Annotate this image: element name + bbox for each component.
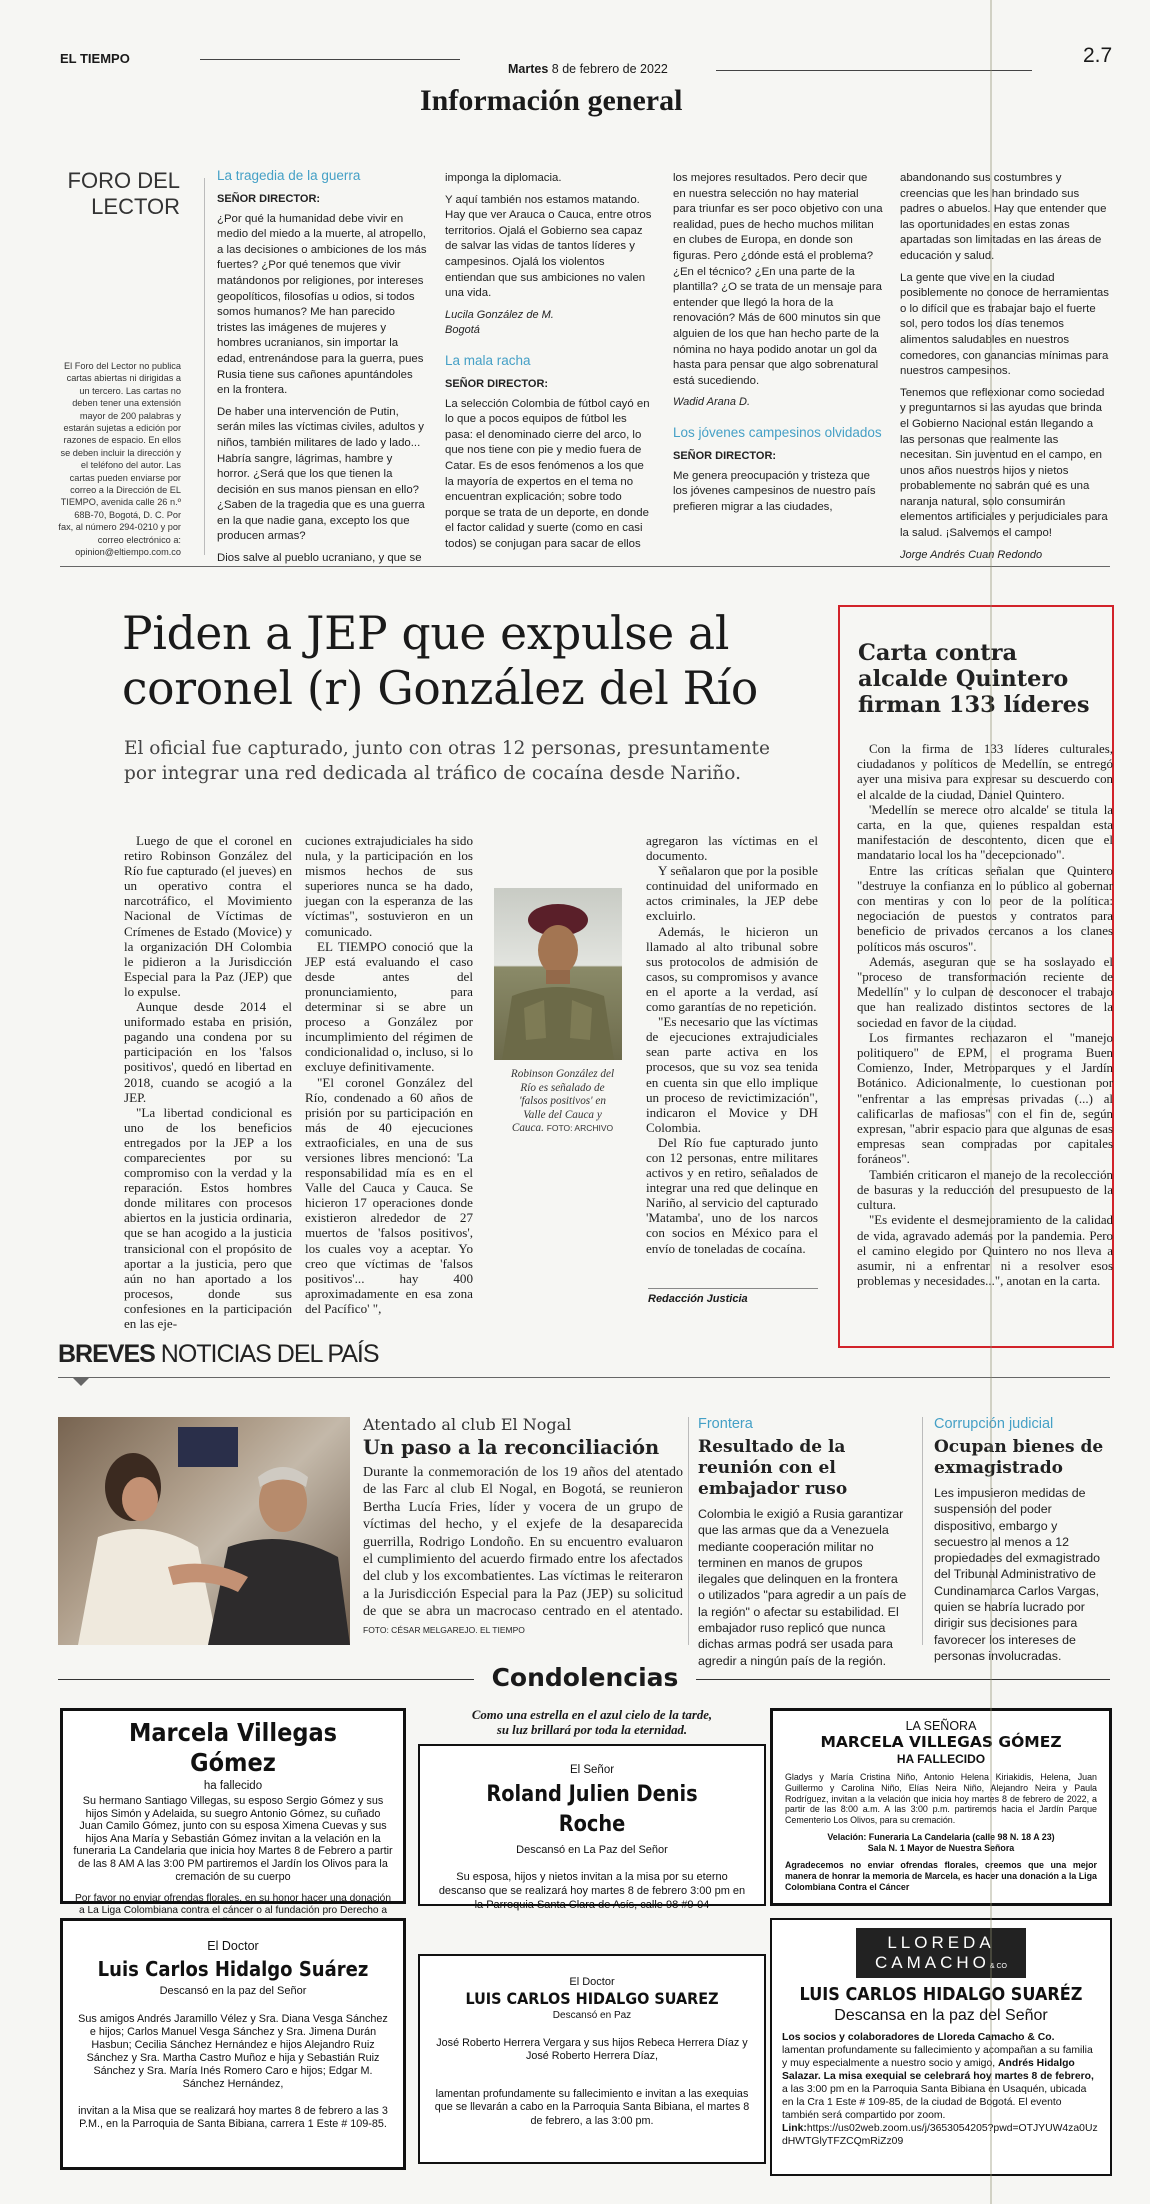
letter-title-racha: La mala racha [445,352,531,368]
jep-col-1: Luego de que el coronel en retiro Robinson González del Río fue capturado (el jueves) en un operativo contra el narcotráfico, el Movimiento Nacional de Víctimas de Crímenes de Estado (Movice) y la organización DH Colombia le pidieron a la Jurisdicción Especial para la Paz (JEP) que lo expulse. Aunque desde 2014 el uniformado estaba en prisión, pagando una condena por su participación en los 'falsos positivos', quedó en libertad en 2018, cuando se acogió a la JEP. "La libertad condicional es uno de los beneficios entregados por la JEP a los comparecientes por su compromiso con la verdad y la reparación. Estos hombres donde militares con procesos abiertos en la justicia ordinaria, que se han acogido a la justicia transicional con el propósito de aportar a la justicia, pero que aún no han aportado a los procesos, donde sus confesiones en la participación en las eje- [124,833,292,1331]
carta-body: Con la firma de 133 líderes culturales, ciudadanos y políticos de Medellín, se entregó ayer una misiva para expresar su descuerdo con el alcalde de la ciudad, Daniel Quintero. 'Medellín se merece otro alcalde' se titula la carta, en la que, quienes respaldan esta manifestación de descontento, dicen que el mandatario local los ha "decepcionado". Entre las críticas señalan que Quintero "destruye la confianza en lo público al gobernar con mentiras y con lo peor de la política: negociación de puestos y contratos para beneficio de privados cercanos a los clanes políticos más oscuros". Además, aseguran que se ha soslayado el "proceso de transformación reciente de Medellín" y lo culpan de desconocer el trabajo que han realizado distintos sectores de la sociedad en favor de la ciudad. Los firmantes rechazaron el "manejo politiquero" de EPM, el programa Buen Comienzo, Inder, Metroparques y el Jardín Botánico. Adicionalmente, lo cuestionan por "enfrentar a las empresas privadas (...) al calificarlas de mafiosas" con el fin de, según expresan, "abrir espacio para que algunas de esas empresas sean compradas por capitales foráneos". También criticaron el manejo de la recolección de basuras y la reducción del presupuesto de la cultura. "Es evidente el desmejoramiento de la calidad de vida, agravado además por la pandemia. Pero el camino elegido por Quintero no nos lleva a asumir, ni a enfrentar ni a resolver esos problemas y necesidades...", anotan en la carta. [857,742,1113,1289]
photo-caption: Robinson González del Río es señalado de 'falsos positivos' en Valle del Cauca y Cauca. FOTO: ARCHIVO [510,1068,615,1135]
zoom-link[interactable]: Link:https://us02web.zoom.us/j/3653054205?pwd=OTJYUW4za0UzdHWTGlyTFZCQmRiZz09 [782,2123,1098,2147]
letter-signature: Jorge Andrés Cuan Redondo [900,548,1043,561]
foro-title: FORO DEL LECTOR [67,168,180,219]
jep-deck: El oficial fue capturado, junto con otras 12 personas, presuntamente por integrar una red dedicada al tráfico de cocaína desde Nariño. [124,738,770,784]
carta-headline: Carta contra alcalde Quintero firman 133 líderes [858,640,1090,718]
breves-divider [922,1417,923,1645]
obituary-box: El Doctor LUIS CARLOS HIDALGO SUAREZ Descansó en Paz José Roberto Herrera Vergara y sus hijos Rebeca Herrera Díaz y José Roberto Herrera Díaz, lamentan profundamente su fallecimiento e invitan a las exequias que se llevarán a cabo en la Parroquia Santa Bibiana, el martes 8 de febrero, a las 3:00 pm. [418,1954,766,2164]
breve-frontera: Frontera Resultado de la reunión con el embajador ruso Colombia le exigió a Rusia garantizar que las armas que da a Venezuela mediante cooperación militar no terminen en manos de grupos ilegales que delinquen en la frontera o utilizados "para agredir a un país de la región" o afectar su estabilidad. El embajador ruso replicó que nunca dichas armas podrá ser usada para agredir a ningún país de la región. [698,1416,907,1668]
obituary-box: LLOREDA CAMACHO& CO LUIS CARLOS HIDALGO SUARÉZ Descansa en la paz del Señor Los socios y colaboradores de Lloreda Camacho & Co. lamentan profundamente su fallecimiento y acompañan a su familia y muy especialmente a nuestro socio y amigo, Andrés Hidalgo Salazar. La misa exequial se celebrará hoy martes 8 de febrero, a las 3:00 pm en la Parroquia Santa Bibiana en Usaquén, ubicada en la Cra 1 Este # 109-85, de la ciudad de Bogotá. El evento también será compartido por zoom. Link:https://us02web.zoom.us/j/3653054205?pwd=OTJYUW4za0UzdHWTGlyTFZCQmRiZz09 [770,1918,1112,2176]
foro-note: El Foro del Lector no publica cartas abiertas ni dirigidas a un tercero. Las cartas no deben tener una extensión mayor de 200 palabras y estarán sujetas a edición por razones de espacio. En ellos se deben incluir la dirección y el teléfono del autor. Las cartas pueden enviarse por correo a la Dirección de EL TIEMPO, avenida calle 26 n.º 68B-70, Bogotá, D. C. Por fax, al número 294-0210 y por correo electrónico a: opinion@eltiempo.com.co [58,361,181,558]
obituary-verse: Como una estrella en el azul cielo de la tarde, su luz brillará por toda la eternidad. [471,1708,713,1737]
breves-notch [72,1377,90,1386]
breve-nogal: Atentado al club El Nogal Un paso a la reconciliación Durante la conmemoración de los 19 años del atentado de las Farc al club El Nogal, en Bogotá, se reunieron Bertha Lucía Fries, líder y vocera de un grupo de víctimas del hecho, y el exjefe de la desaparecida guerrilla, Rodrigo Londoño. En su encuentro evaluaron el cumplimiento del acuerdo firmado entre los afectados del club y los excombatientes. Las víctimas le reiteraron a la Jurisdicción Especial para la Paz (JEP) su solicitud de que se abra un macrocaso centrado en el atentado. FOTO: CÉSAR MELGAREJO. EL TIEMPO [363,1415,683,1635]
masthead-rule-right [716,70,1032,71]
embrace-photo-icon [58,1417,350,1645]
jep-col-3: agregaron las víctimas en el documento. Y señalaron que por la posible continuidad del uniformado en actos criminales, la JEP debe excluirlo. Además, le hicieron un llamado al alto tribunal sobre sus protocolos de admisión de casos, su compromisos y avance en el aporte a la verdad, así como garantías de no repetición. "Es necesario que las víctimas de ejecuciones extrajudiciales sean parte activa en los procesos, que su voz sea tenida en cuenta sin que ello implique un proceso de revictimización", indicaron el Movice y DH Colombia. Del Río fue capturado junto con 12 personas, entre militares activos y en retiro, señalados de integrar una red que delinque en Nariño, al servicio del capturado 'Matamba', uno de los narcos con socios en México para el envío de toneladas de cocaína. [646,833,818,1256]
foro-col-1: La tragedia de la guerra SEÑOR DIRECTOR: ¿Por qué la humanidad debe vivir en medio del miedo a la muerte, al atropello, a las decisiones o ambiciones de los más fuertes? ¿Por qué tenemos que vivir matándonos por religiones, por intereses geopolíticos, filosofías u odios, si todos somos humanos? Me han parecido tristes las imágenes de mujeres y hombres ucranianos, sin importar la edad, entrenándose para la guerra, pues Rusia tiene sus cañones apuntándoles en la frontera. De haber una intervención de Putin, serán miles las víctimas civiles, adultos y niños, también militares de lado y lado... Habría sangre, lágrimas, hambre y horror. ¿Será que los que tienen la decisión en sus manos piensan en ello? ¿Saben de la tragedia que es una guerra en la que nadie gana, excepto los que producen armas? Dios salve al pueblo ucraniano, y que se [217,168,427,565]
foro-divider [204,178,205,555]
soldier-portrait-icon [494,888,622,1060]
foro-col-2: imponga la diplomacia. Y aquí también nos estamos matando. Hay que ver Arauca o Cauca, entre otros territorios. Ojalá el Gobierno sea capaz de salvar las vidas de tantos líderes y campesinos. Ojalá los violentos entiendan que sus ambiciones no valen una vida. Lucila González de M. Bogotá La mala racha SEÑOR DIRECTOR: La selección Colombia de fútbol cayó en lo que a pocos equipos de fútbol les pasa: el denominado cierre del arco, lo que nos tiene con pie y medio fuera de Catar. Es de esos fenómenos a los que la mayoría de expertos en el tema no encuentran explicación; sobre todo porque se trata de un deporte, en donde el factor calidad y suerte (como en casi todos) se conjugan para sacar de ellos [445,171,655,558]
letter-title-tragedia: La tragedia de la guerra [217,168,361,183]
section-rule [60,566,1110,567]
letter-signature: Lucila González de M. Bogotá [445,308,554,337]
condolencias-heading: Condolencias [474,1659,696,1697]
page-number: 2.7 [1083,44,1113,67]
masthead-paper: EL TIEMPO [60,51,130,66]
obituary-box: Marcela Villegas Gómez ha fallecido Su hermano Santiago Villegas, su esposo Sergio Gómez y sus hijos Simón y Adelaida, su suegro Antonio Gómez, su cuñado Juan Camilo Gómez, junto con su esposa Ximena Cuevas y sus hijos Ana María y Sebastián Gómez invitan a la velación en la funeraria La Candelaria que inicia hoy Martes 8 de Febrero a partir de las 8 AM A las 3:00 PM partiremos el Jardín los Olivos para la cremación de su cuerpo Por favor no enviar ofrendas florales, en su honor hacer una donación a La Liga Colombiana contra el cáncer o al fundación pro Derecho a [60,1708,406,1904]
breves-rule [58,1377,1110,1378]
masthead-date: Martes 8 de febrero de 2022 [508,62,668,76]
foro-col-4: abandonando sus costumbres y creencias que les han brindado sus padres o abuelos. Hay que entender que las oportunidades en estas zonas apartadas son limitadas en las áreas de educación y salud. La gente que vive en la ciudad posiblemente no conoce de herramientas o lo difícil que es trabajar bajo el fuerte sol, pero todos los días tenemos alimentos saludables en nuestros comedores, con ganancias mínimas para nuestros campesinos. Tenemos que reflexionar como sociedad y preguntarnos si las ayudas que brinda el Gobierno Nacional están llegando a las personas que realmente las necesitan. Sin juventud en el campo, en unos años nuestros hijos y nietos probablemente no sabrán qué es una naranja natural, solo consumirán elementos artificiales y perjudiciales para la salud. ¡Salvemos el campo! Jorge Andrés Cuan Redondo [900,171,1110,563]
obituary-box: El Doctor Luis Carlos Hidalgo Suárez Descansó en la paz del Señor Sus amigos Andrés Jaramillo Vélez y Sra. Diana Vesga Sánchez e hijos; Carlos Manuel Vesga Sánchez y Sra. Jimena Durán Hasbun; Cecilia Sánchez Hernández e hijos Alejandro Ruiz Sánchez y Sra. Martha Castro Muñoz e hija y Sebastián Ruiz Sánchez y Sra. María Inés Romero Caro e hijos; Edgar M. Sánchez Hernández, invitan a la Misa que se realizará hoy martes 8 de febrero a las 3 P.M., en la Parroquia de Santa Bibiana, carrera 1 Este # 109-85. [60,1918,406,2170]
nogal-photo [58,1417,350,1645]
jep-byline: Redacción Justicia [648,1288,818,1305]
coronel-photo [494,888,622,1060]
letter-signature: Wadid Arana D. [673,396,751,409]
jep-headline: Piden a JEP que expulse al coronel (r) González del Río [122,607,758,715]
section-title: Información general [420,84,683,117]
scan-fold-line [990,0,992,2204]
jep-col-2: cuciones extrajudiciales ha sido nula, y la participación en los mismos hechos de sus superiores nunca se ha dado, juegan con la esperanza de las víctimas", sostuvieron en un comunicado. EL TIEMPO conoció que la JEP está evaluando el caso desde antes del pronunciamiento, para determinar si se abre un proceso a González por incumplimiento del régimen de condicionalidad o, incluso, si lo excluye definitivamente. "El coronel González del Río, condenado a 60 años de prisión por su participación en más de 40 ejecuciones extraoficiales, en una de sus versiones libres mencionó: 'La responsabilidad mía es en el Valle del Cauca y Cauca. Se hicieron 17 operaciones donde existieron alrededor de 27 muertos de 'falsos positivos', los cuales voy a aceptar. Yo creo que víctimas de 'falsos positivos'... hay 400 aproximadamente en esa zona del Pacífico' ", [305,833,473,1316]
breves-label: BREVES NOTICIAS DEL PAÍS [58,1340,379,1368]
lloreda-camacho-logo: LLOREDA CAMACHO& CO [856,1928,1026,1978]
letter-title-jovenes: Los jóvenes campesinos olvidados [673,424,882,440]
obituary-box: LA SEÑORA MARCELA VILLEGAS GÓMEZ HA FALLECIDO Gladys y María Cristina Niño, Antonio Helena Kiriakidis, Helena, Juan Guillermo y Carolina Niño, Elías Neira Niño, Alejandro Neira y Paula Rodríguez, invitan a la velación que inicia hoy martes 8 de febrero de 2022, a partir de las 8:00 a.m. A las 3:00 p.m. partiremos hacia el Jardín Parque Cementerio Los Olivos, para su cremación. Velación: Funeraria La Candelaria (calle 98 N. 18 A 23) Sala N. 1 Mayor de Nuestra Señora Agradecemos no enviar ofrendas florales, creemos que una mejor manera de honrar la memoria de Marcela, es hacer una donación a la Liga Colombiana Contra el Cáncer [770,1708,1112,1906]
masthead-rule-left [200,59,460,60]
breves-divider [688,1417,689,1645]
foro-col-3: los mejores resultados. Pero decir que en nuestra selección no hay material para triunfar es ser poco objetivo con una realidad, pues de hecho muchos militan en clubes de Europa, en donde son figuras. Pero ¿dónde está el problema? ¿En el técnico? ¿En una parte de la plantilla? ¿O se trata de un mensaje para entender que llegó la hora de la renovación? Más de 600 minutos sin que alguien de los que han hecho parte de la nómina no haya podido anotar un gol da hasta para pensar que algo sobrenatural está sucediendo. Wadid Arana D. Los jóvenes campesinos olvidados SEÑOR DIRECTOR: Me genera preocupación y tristeza que los jóvenes campesinos de nuestro país prefieren migrar a las ciudades, [673,172,883,513]
breve-corrupcion: Corrupción judicial Ocupan bienes de exmagistrado Les impusieron medidas de suspensión del poder dispositivo, embargo y secuestro al menos a 12 propiedades del exmagistrado del Tribunal Administrativo de Cundinamarca Carlos Vargas, quien se habría lucrado por dirigir sus decisiones para favorecer los intereses de personas involucradas. [934,1416,1104,1663]
obituary-box: El Señor Roland Julien Denis Roche Descansó en La Paz del Señor Su esposa, hijos y nietos invitan a la misa por su eterno descanso que se realizará hoy martes 8 de febrero 3:00 pm en la Parroquia Santa Clara de Asís, calle 98 #9-04 [418,1744,766,1906]
